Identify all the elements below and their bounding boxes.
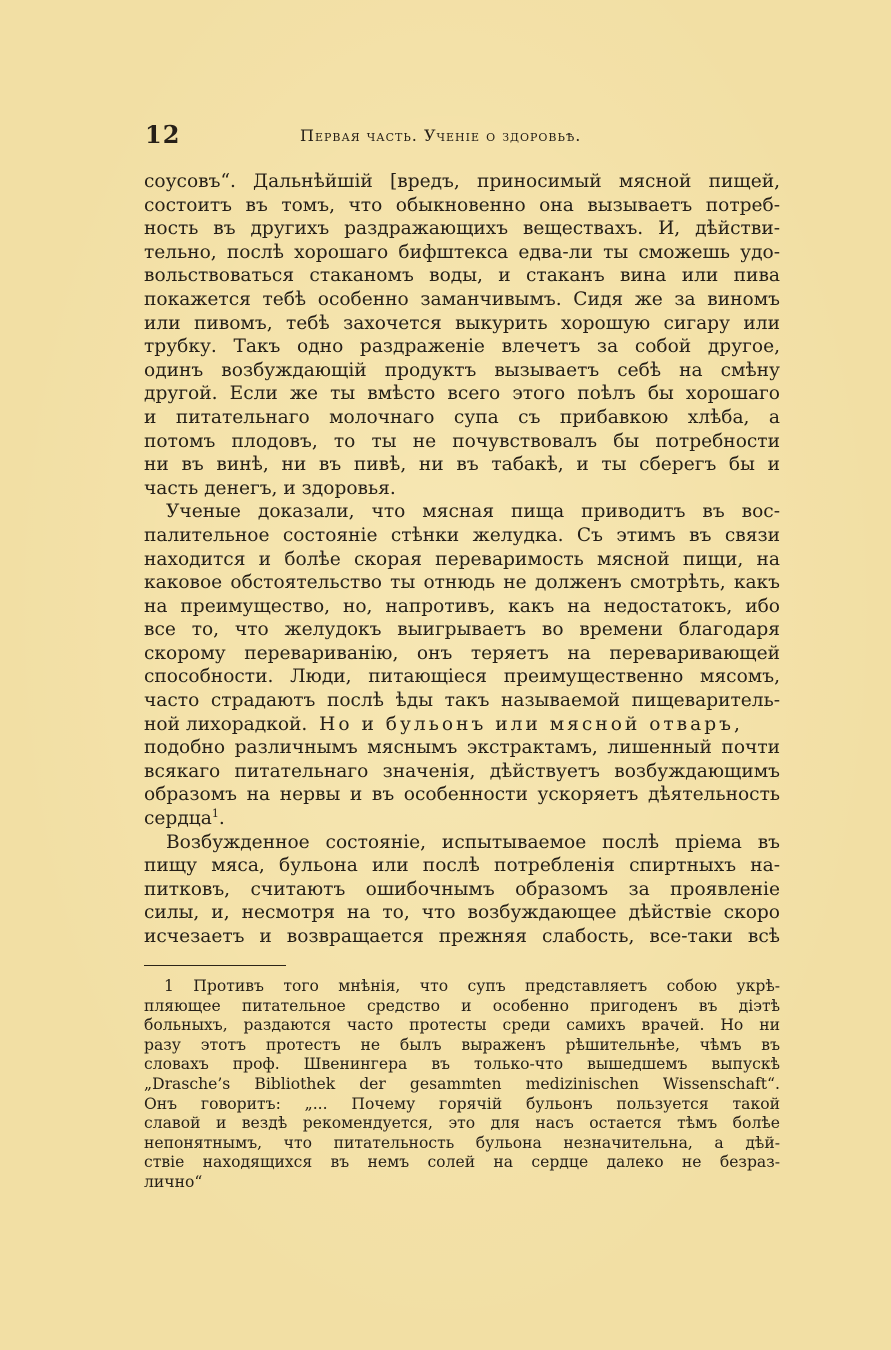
footnote-ref[interactable]: 1 bbox=[211, 807, 219, 820]
body-line-end: сердца bbox=[144, 808, 212, 830]
running-head: Первая часть. Ученiе о здоровьѣ. bbox=[300, 126, 582, 145]
body-line: силы, и, несмотря на то, что возбуждающее дѣйствiе скоро bbox=[144, 902, 780, 924]
body-line: часто страдаютъ послѣ ѣды такъ называемой пищеваритель- bbox=[144, 690, 780, 712]
body-line: ни въ винѣ, ни въ пивѣ, ни въ табакѣ, и ты сберегъ бы и bbox=[144, 454, 780, 476]
body-line-start: ной лихорадкой. bbox=[144, 713, 308, 735]
body-text bbox=[144, 170, 780, 949]
footnote-line: словахъ проф. Швенингера въ только-что вышедшемъ выпускѣ bbox=[144, 1055, 780, 1074]
footnote bbox=[144, 977, 780, 1193]
body-line: одинъ возбуждающiй продуктъ вызываетъ себѣ на смѣну bbox=[144, 359, 780, 381]
footnote-line: ствiе находящихся въ немъ солей на сердце далеко не безраз- bbox=[144, 1153, 780, 1172]
footnote-line: Онъ говоритъ: „... Почему горячiй бульонъ пользуется такой bbox=[144, 1094, 780, 1113]
body-line: часть денегъ, и здоровья. bbox=[144, 477, 396, 499]
body-line: находится и болѣе скорая переваримость мясной пищи, на bbox=[144, 548, 780, 570]
footnote-line: лично“ bbox=[144, 1172, 203, 1191]
body-line: Возбужденное состоянiе, испытываемое послѣ прiема въ bbox=[166, 831, 780, 853]
body-line: состоитъ въ томъ, что обыкновенно она вызываетъ потреб- bbox=[144, 194, 780, 216]
footnote-line: „Drasche’s Bibliothek der gesammten medizinischen Wissenschaft“. bbox=[144, 1074, 780, 1093]
body-line: скорому перевариванiю, онъ теряетъ на переваривающей bbox=[144, 642, 780, 664]
body-line: другой. Если же ты вмѣсто всего этого поѣлъ бы хорошаго bbox=[144, 383, 780, 405]
body-line: способности. Люди, питающiеся преимущественно мясомъ, bbox=[144, 666, 780, 688]
footnote-line: больныхъ, раздаются часто протесты среди самихъ врачей. Но ни bbox=[144, 1016, 780, 1035]
spaced-emphasis: Но и бульонъ или мясной отваръ, bbox=[319, 713, 743, 735]
body-line: все то, что желудокъ выигрываетъ во времени благодаря bbox=[144, 619, 780, 641]
body-line: каковое обстоятельство ты отнюдь не долженъ смотрѣть, какъ bbox=[144, 572, 780, 594]
body-line: Ученые доказали, что мясная пища приводитъ въ вос- bbox=[166, 501, 780, 523]
footnote-line: 1 Противъ того мнѣнiя, что супъ представляетъ собою укрѣ- bbox=[164, 977, 780, 995]
body-line: образомъ на нервы и въ особенности ускоряетъ дѣятельность bbox=[144, 784, 780, 806]
body-line: питковъ, считаютъ ошибочнымъ образомъ за проявленiе bbox=[144, 878, 780, 900]
body-line: потомъ плодовъ, то ты не почувствовалъ бы потребности bbox=[144, 430, 780, 452]
body-line: исчезаетъ и возвращается прежняя слабость, все-таки всѣ bbox=[144, 926, 780, 947]
body-line: соусовъ“. Дальнѣйшiй [вредъ, приносимый мясной пищей, bbox=[144, 171, 780, 192]
footnote-line: славой и вездѣ рекомендуется, это для насъ остается тѣмъ болѣе bbox=[144, 1114, 780, 1133]
body-line-mixed bbox=[144, 713, 780, 737]
body-line: на преимущество, но, напротивъ, какъ на недостатокъ, ибо bbox=[144, 595, 780, 617]
body-line: тельно, послѣ хорошаго бифштекса едва-ли ты сможешь удо- bbox=[144, 241, 780, 263]
body-line: ность въ другихъ раздражающихъ веществахъ. И, дѣйстви- bbox=[144, 218, 780, 240]
body-line: подобно различнымъ мяснымъ экстрактамъ, лишенный почти bbox=[144, 737, 780, 759]
footnote-line: пляющее питательное средство и особенно пригоденъ въ дiэтѣ bbox=[144, 996, 780, 1015]
footnote-divider bbox=[144, 965, 286, 966]
page-number: 12 bbox=[145, 120, 181, 149]
body-line: трубку. Такъ одно раздраженiе влечетъ за собой другое, bbox=[144, 336, 780, 358]
body-line: или пивомъ, тебѣ захочется выкурить хорошую сигару или bbox=[144, 312, 780, 334]
body-line: всякаго питательнаго значенiя, дѣйствуетъ возбуждающимъ bbox=[144, 760, 780, 782]
footnote-line: непонятнымъ, что питательность бульона незначительна, а дѣй- bbox=[144, 1133, 780, 1152]
body-line: пищу мяса, бульона или послѣ потребленiя спиртныхъ на- bbox=[144, 855, 780, 877]
body-line: и питательнаго молочнаго супа съ прибавкою хлѣба, а bbox=[144, 406, 780, 428]
footnote-line: разу этотъ протестъ не былъ выраженъ рѣшительнѣе, чѣмъ въ bbox=[144, 1035, 780, 1054]
body-line-footnote-marker: сердца$^1$. bbox=[144, 807, 225, 830]
body-line: палительное состоянiе стѣнки желудка. Съ этимъ въ связи bbox=[144, 524, 780, 546]
body-line: покажется тебѣ особенно заманчивымъ. Сидя же за виномъ bbox=[144, 288, 780, 310]
body-line: вольствоваться стаканомъ воды, и стаканъ вина или пива bbox=[144, 265, 780, 287]
